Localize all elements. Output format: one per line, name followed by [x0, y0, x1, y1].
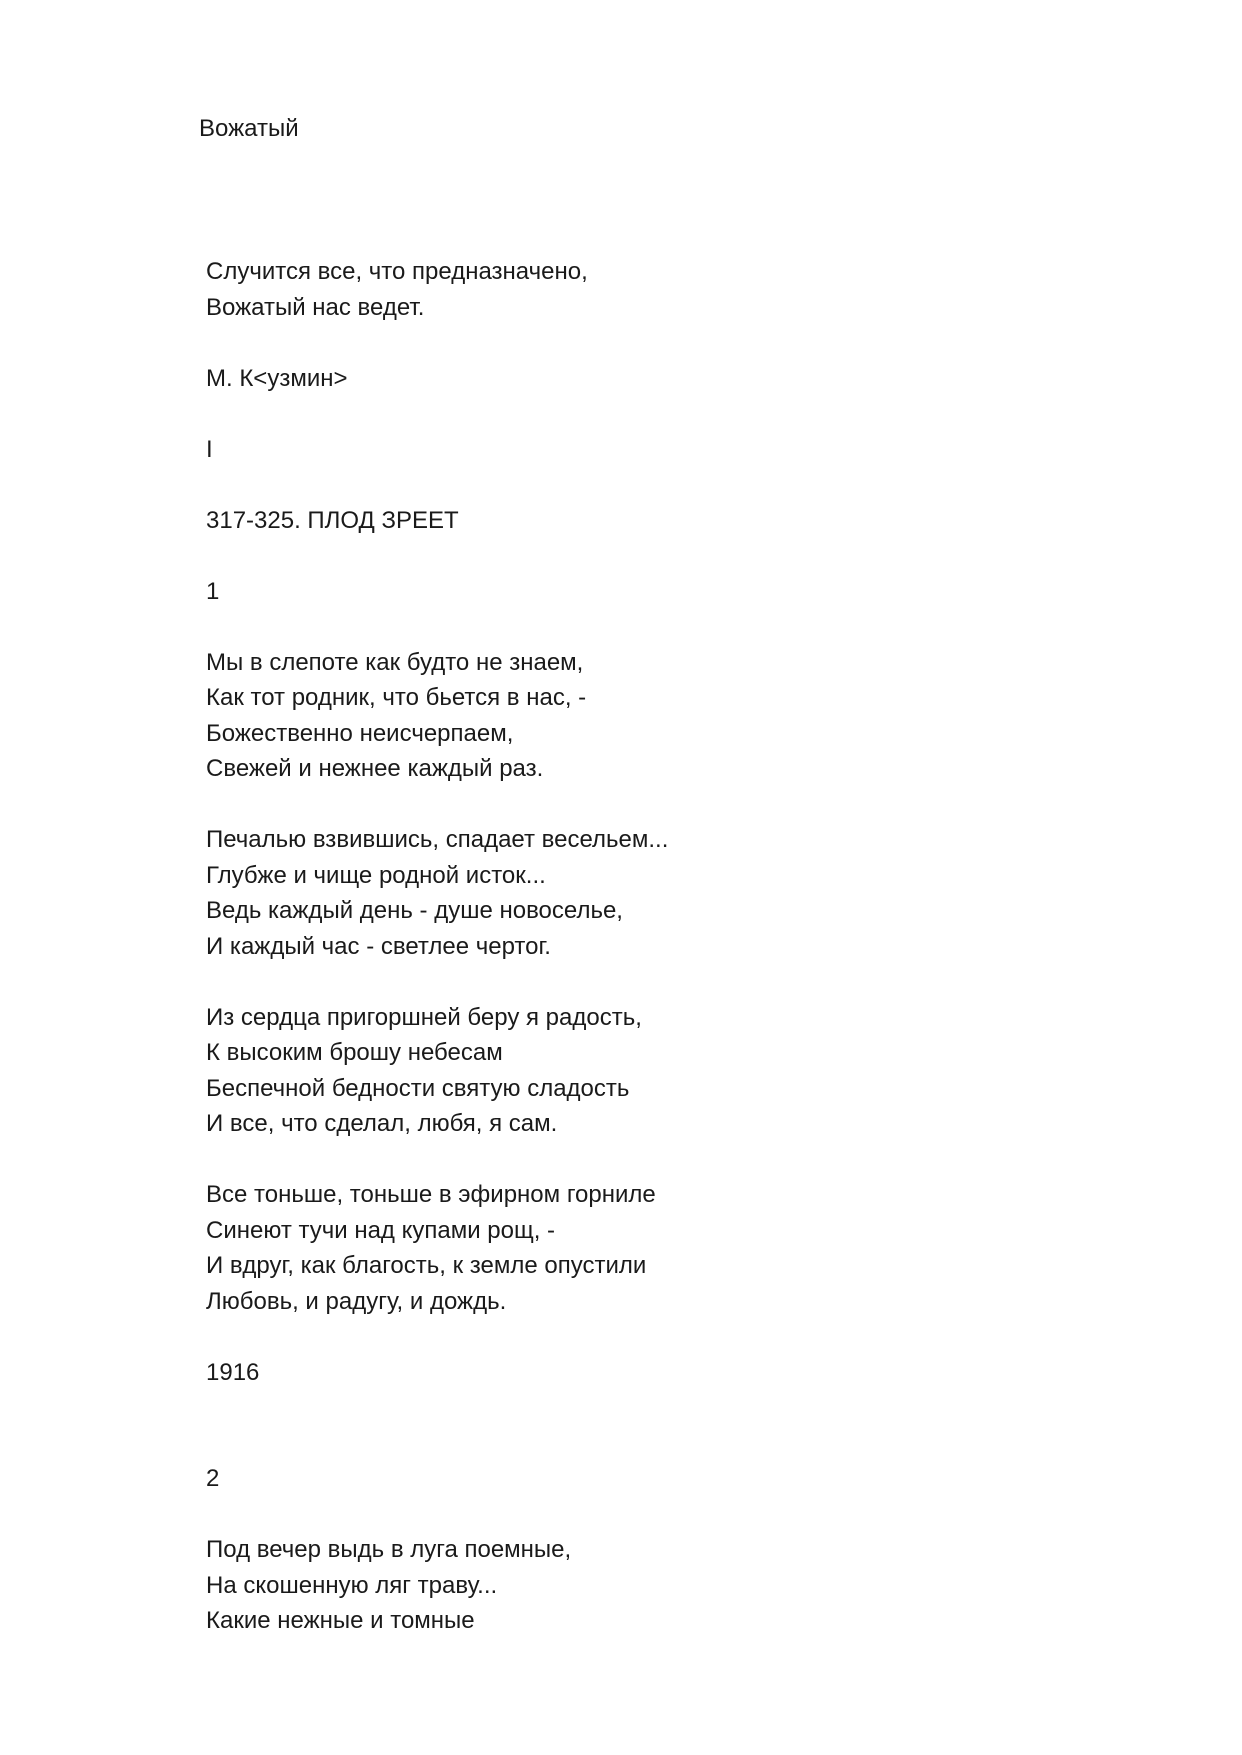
verse-line: Божественно неисчерпаем,	[206, 719, 514, 747]
poem-number: 2	[206, 1465, 220, 1492]
epigraph-author: М. К<узмин>	[206, 364, 348, 392]
verse-line: На скошенную ляг траву...	[206, 1571, 498, 1599]
verse-line: Мы в слепоте как будто не знаем,	[206, 648, 584, 676]
stanza	[206, 1000, 1106, 1142]
verse-line: Беспечной бедности святую сладость	[206, 1074, 630, 1102]
epigraph-line: Вожатый нас ведет.	[206, 293, 425, 321]
poem-number: 1	[206, 577, 220, 605]
epigraph-line: Случится все, что предназначено,	[206, 258, 588, 285]
verse-line: Из сердца пригоршней беру я радость,	[206, 1003, 642, 1031]
poem	[206, 1461, 1106, 1639]
verse-line: И все, что сделал, любя, я сам.	[206, 1110, 558, 1137]
stanza	[206, 645, 1106, 787]
verse-line: Свежей и нежнее каждый раз.	[206, 755, 544, 782]
verse-line: Печалью взвившись, спадает весельем...	[206, 826, 669, 853]
verse-line: Любовь, и радугу, и дождь.	[206, 1287, 507, 1315]
epigraph	[206, 254, 1106, 396]
verse-line: Ведь каждый день - душе новоселье,	[206, 897, 623, 924]
poem	[206, 574, 1106, 1391]
cycle-heading: 317-325. ПЛОД ЗРЕЕТ	[206, 506, 459, 534]
verse-line: Под вечер выдь в луга поемные,	[206, 1536, 572, 1563]
verse-line: И каждый час - светлее чертог.	[206, 932, 551, 960]
verse-line: К высоким брошу небесам	[206, 1039, 503, 1066]
verse-line: И вдруг, как благость, к земле опустили	[206, 1252, 647, 1279]
verse-line: Как тот родник, что бьется в нас, -	[206, 684, 587, 711]
poem-year: 1916	[206, 1358, 260, 1386]
document-body	[206, 254, 1106, 1639]
verse-line: Какие нежные и томные	[206, 1607, 475, 1634]
verse-line: Все тоньше, тоньше в эфирном горниле	[206, 1181, 656, 1208]
stanza	[206, 822, 1106, 964]
section-numeral: I	[206, 435, 213, 463]
stanza	[206, 1177, 1106, 1319]
verse-line: Синеют тучи над купами рощ, -	[206, 1216, 556, 1244]
verse-line: Глубже и чище родной исток...	[206, 861, 546, 889]
document-title: Вожатый	[199, 115, 299, 142]
stanza	[206, 1532, 1106, 1639]
